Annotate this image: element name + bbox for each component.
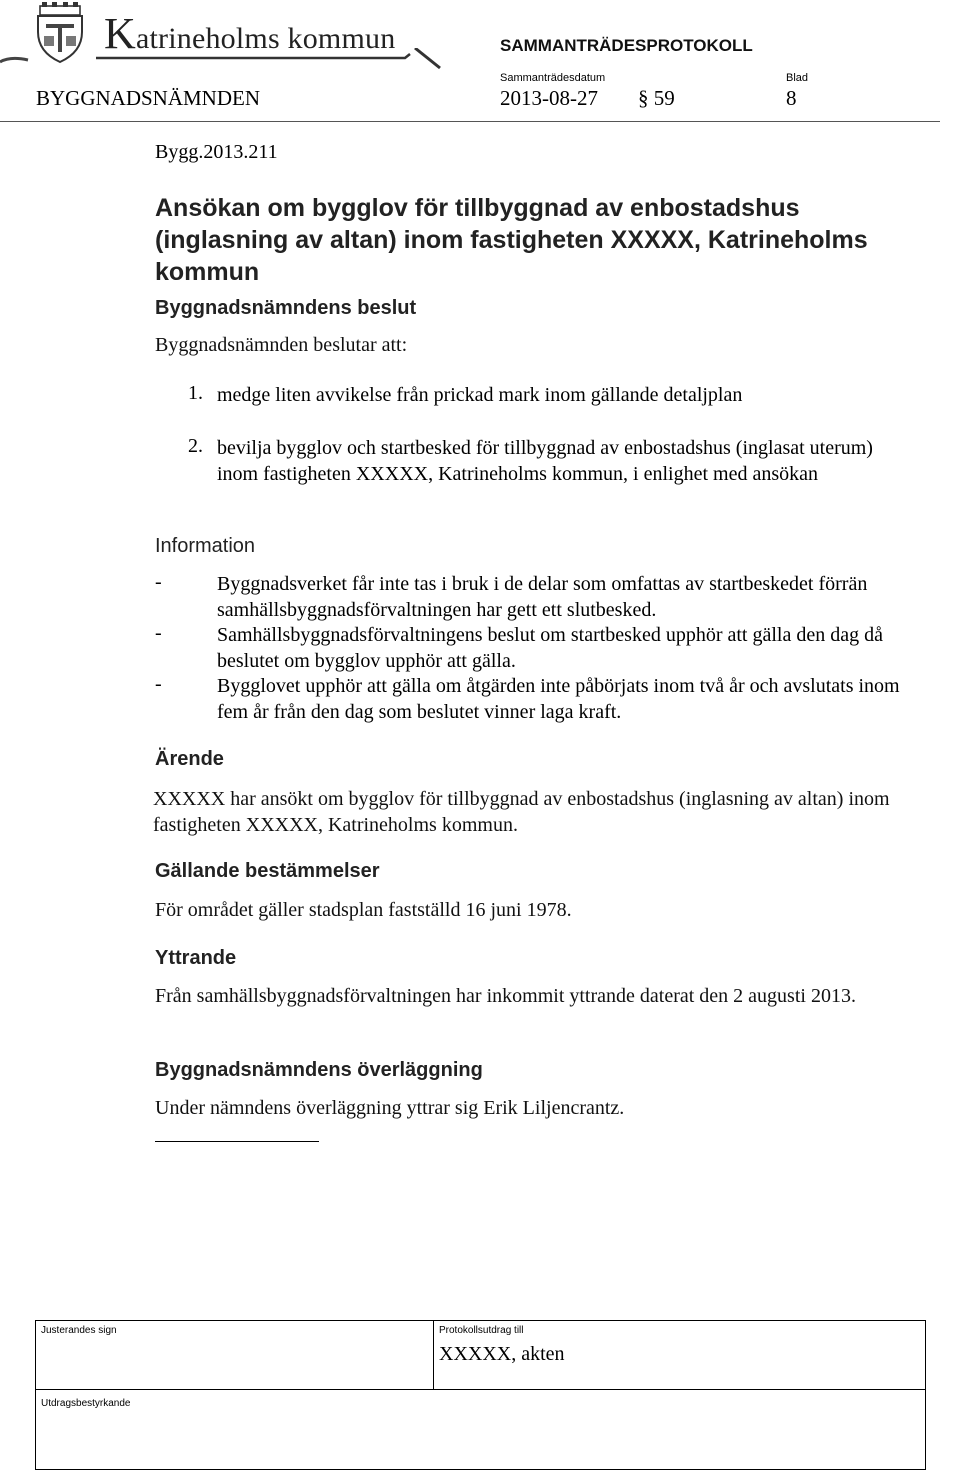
header-divider [0, 121, 940, 122]
committee-name: BYGGNADSNÄMNDEN [36, 86, 261, 110]
bullet-dash: - [155, 673, 162, 695]
paragraph-number: § 59 [638, 86, 675, 110]
bullet-dash: - [155, 571, 162, 593]
case-text: XXXXX har ansökt om bygglov för tillbyggnad av enbostadshus (inglasning av altan) inom fastigheten XXXXX, Katrineholms kommun. [153, 788, 890, 836]
decision-intro: Byggnadsnämnden beslutar att: [155, 334, 408, 356]
meeting-date-label: Sammanträdesdatum [500, 72, 606, 84]
regulations-heading: Gällande bestämmelser [155, 860, 380, 882]
decision-heading: Byggnadsnämndens beslut [155, 297, 417, 319]
page-number: 8 [786, 86, 797, 110]
information-item: Byggnadsverket får inte tas i bruk i de delar som omfattas av startbeskedet förrän samhällsbyggnadsförvaltningen har gett ett slutbesked. [217, 573, 868, 621]
information-item: Bygglovet upphör att gälla om åtgärden inte påbörjats inom två år och avslutats inom fem år från den dag som beslutet vinner laga kraft. [217, 675, 900, 723]
statement-heading: Yttrande [155, 947, 237, 969]
information-item: Samhällsbyggnadsförvaltningens beslut om startbesked upphör att gälla den dag då beslutet om bygglov upphör att gälla. [217, 624, 883, 672]
logo-letter-k: K [104, 9, 136, 58]
page-label: Blad [786, 72, 809, 84]
bullet-dash: - [155, 622, 162, 644]
regulations-text: För området gäller stadsplan fastställd 16 juni 1978. [155, 899, 572, 921]
section-end-rule [155, 1141, 319, 1142]
page-title: Ansökan om bygglov för tillbyggnad av enbostadshus (inglasning av altan) inom fastigheten XXXXX, Katrineholms kommun [155, 194, 868, 286]
signature-box-divider [35, 1389, 926, 1390]
decision-number: 2. [188, 435, 203, 457]
signature-box-divider [433, 1320, 434, 1390]
case-reference: Bygg.2013.211 [155, 141, 278, 163]
logo-swoosh [0, 48, 450, 70]
adjuster-sign-label: Justerandes sign [41, 1325, 117, 1336]
extract-to-value: XXXXX, akten [439, 1343, 565, 1365]
deliberation-heading: Byggnadsnämndens överläggning [155, 1059, 483, 1081]
deliberation-text: Under nämndens överläggning yttrar sig Erik Liljencrantz. [155, 1097, 625, 1119]
logo-name: atrineholms kommun [135, 22, 396, 55]
extract-certification-label: Utdragsbestyrkande [41, 1398, 131, 1409]
meeting-date: 2013-08-27 [500, 86, 598, 110]
decision-item: bevilja bygglov och startbesked för tillbyggnad av enbostadshus (inglasat uterum) inom fastigheten XXXXX, Katrineholms kommun, i enlighet med ansökan [217, 437, 873, 485]
case-heading: Ärende [155, 748, 224, 770]
decision-item: medge liten avvikelse från prickad mark inom gällande detaljplan [217, 384, 743, 406]
information-heading: Information [155, 535, 256, 557]
decision-number: 1. [188, 382, 203, 404]
statement-text: Från samhällsbyggnadsförvaltningen har inkommit yttrande daterat den 2 augusti 2013. [155, 985, 856, 1007]
protocol-title: SAMMANTRÄDESPROTOKOLL [500, 36, 753, 55]
extract-to-label: Protokollsutdrag till [439, 1325, 524, 1336]
